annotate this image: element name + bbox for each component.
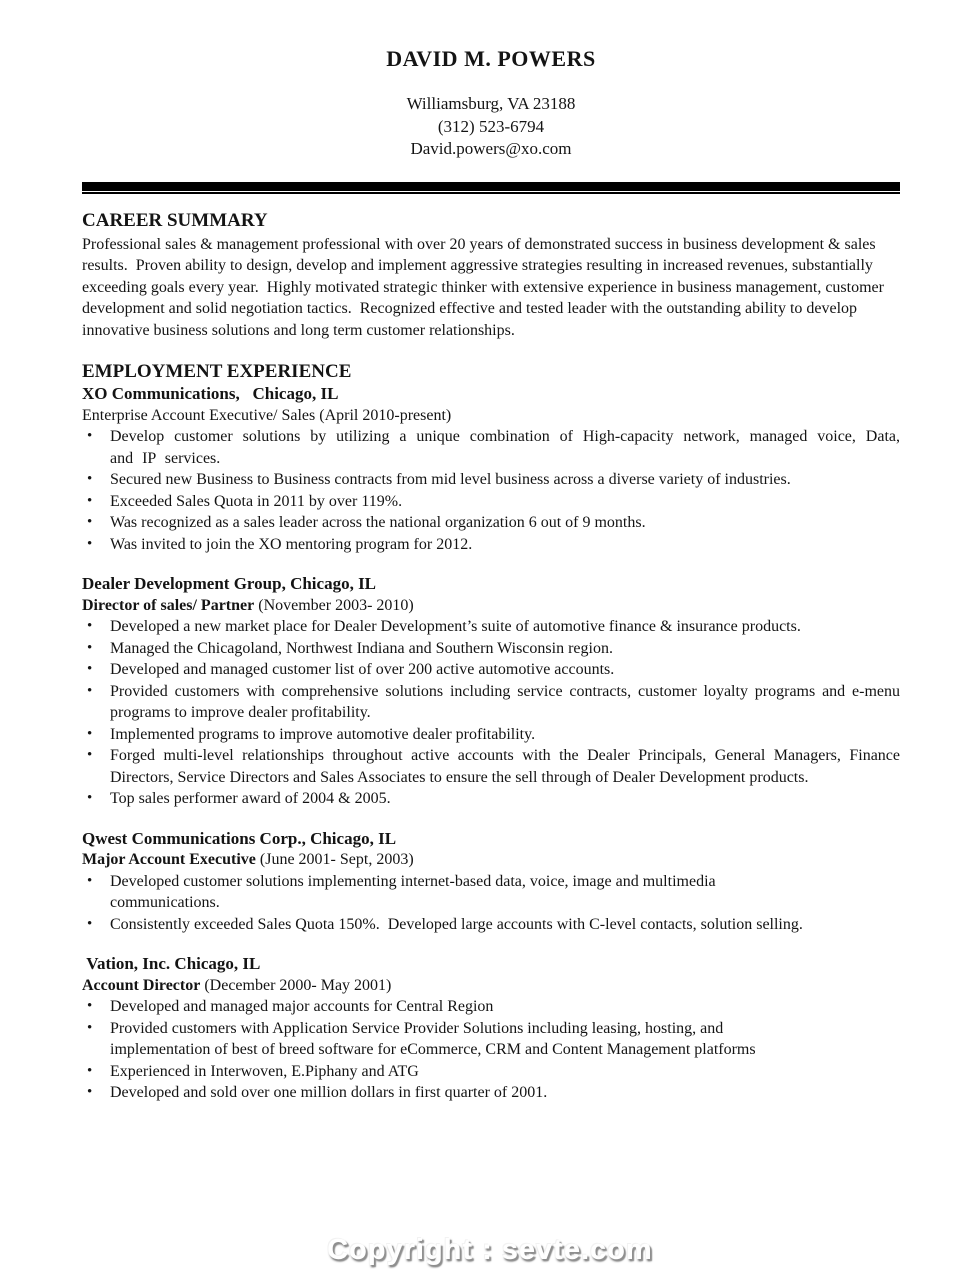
bullet-list xyxy=(82,426,900,555)
bullet-icon: • xyxy=(87,639,93,656)
bullet-item xyxy=(82,724,900,746)
bullet-item xyxy=(82,681,900,724)
bullet-text: Developed a new market place for Dealer Development’s suite of automotive finance & insurance products. xyxy=(110,618,801,635)
employment-heading: EMPLOYMENT EXPERIENCE xyxy=(82,361,352,382)
job-title-line xyxy=(82,405,900,427)
bullet-item xyxy=(82,659,900,681)
job-title-line xyxy=(82,975,900,997)
bullet-item xyxy=(82,871,900,914)
company-name: Dealer Development Group, Chicago, IL xyxy=(82,574,377,593)
career-summary-heading: CAREER SUMMARY xyxy=(82,209,268,231)
job-dates: (November 2003- 2010) xyxy=(254,596,414,614)
company-name: Qwest Communications Corp., Chicago, IL xyxy=(82,828,397,848)
bullet-item xyxy=(82,1061,900,1083)
bullet-icon: • xyxy=(87,1062,93,1079)
bullet-item xyxy=(82,426,900,469)
header-divider xyxy=(82,182,900,191)
company-name: Vation, Inc. Chicago, IL xyxy=(82,954,261,973)
bullet-text: Experienced in Interwoven, E.Piphany and ATG xyxy=(110,1062,419,1080)
bullet-item xyxy=(82,469,900,491)
bullet-icon: • xyxy=(87,492,93,509)
job-title: Major Account Executive xyxy=(82,851,256,868)
bullet-icon: • xyxy=(87,790,93,806)
watermark-text: Copyright : sevte.com xyxy=(327,1233,653,1266)
bullet-item xyxy=(82,491,900,513)
bullet-text: Develop customer solutions by utilizing a unique combination of High-capacity network, managed voice, Data, and IP services. xyxy=(110,428,900,467)
bullet-text: Developed and sold over one million dollars in first quarter of 2001. xyxy=(110,1084,548,1101)
company-name: XO Communications, Chicago, IL xyxy=(82,384,339,403)
bullet-list xyxy=(82,616,900,810)
bullet-list xyxy=(82,871,900,936)
bullet-icon: • xyxy=(87,618,93,634)
bullet-text: Developed customer solutions implementing internet-based data, voice, image and multimedia communications. xyxy=(110,872,720,911)
bullet-icon: • xyxy=(87,747,93,763)
bullet-item xyxy=(82,914,900,936)
bullet-icon: • xyxy=(87,725,93,742)
bullet-icon: • xyxy=(87,661,93,677)
bullet-icon: • xyxy=(87,514,93,530)
bullet-icon: • xyxy=(87,872,93,889)
bullet-icon: • xyxy=(87,1084,93,1100)
bullet-text: Developed and managed customer list of over 200 active automotive accounts. xyxy=(110,661,615,678)
job-title: Account Director xyxy=(82,976,201,994)
phone-line: (312) 523-6794 xyxy=(437,116,545,136)
bullet-icon: • xyxy=(87,998,93,1014)
job-title-line xyxy=(82,849,900,871)
bullet-icon: • xyxy=(87,682,93,699)
bullet-text: Exceeded Sales Quota in 2011 by over 119%. xyxy=(110,492,403,510)
bullet-text: Was recognized as a sales leader across the national organization 6 out of 9 months. xyxy=(110,514,646,531)
job-entry-xo-communications xyxy=(82,383,900,555)
bullet-list xyxy=(82,996,900,1104)
job-title: Enterprise Account Executive/ Sales xyxy=(82,406,316,424)
bullet-icon: • xyxy=(87,428,93,444)
bullet-item xyxy=(82,745,900,788)
job-title-line xyxy=(82,595,900,617)
bullet-icon: • xyxy=(87,915,93,932)
bullet-text: Was invited to join the XO mentoring program for 2012. xyxy=(110,535,473,553)
bullet-text: Implemented programs to improve automotive dealer profitability. xyxy=(110,725,536,743)
person-name: DAVID M. POWERS xyxy=(386,46,596,71)
career-summary-section xyxy=(82,210,900,342)
career-summary-text: Professional sales & management professional with over 20 years of demonstrated success in business development & sales results. Proven ability to design, develop and implement aggressive strategies resulting in increased revenues, substantially exceeding goals every year. Highly motivated strategic thinker with extensive experience in business management, customer development and solid negotiation tactics. Recognized effective and tested leader with the outstanding ability to develop innovative business solutions and long term customer relationships. xyxy=(82,235,888,339)
bullet-item xyxy=(82,616,900,638)
bullet-item xyxy=(82,512,900,534)
bullet-text: Forged multi-level relationships throughout active accounts with the Dealer Principals, General Managers, Finance Directors, Service Directors and Sales Associates to ensure the sell through of Dealer Development products. xyxy=(110,747,900,786)
bullet-text: Provided customers with Application Service Provider Solutions including leasing, hosting, and implementation of best of breed software for eCommerce, CRM and Content Management platforms xyxy=(110,1019,756,1058)
bullet-icon: • xyxy=(87,471,93,487)
bullet-icon: • xyxy=(87,535,93,552)
bullet-text: Consistently exceeded Sales Quota 150%. Developed large accounts with C-level contacts, solution selling. xyxy=(110,915,803,933)
bullet-item xyxy=(82,996,900,1018)
bullet-item xyxy=(82,1018,900,1061)
email-line: David.powers@xo.com xyxy=(410,139,572,158)
job-dates: (April 2010-present) xyxy=(315,406,452,424)
address-line: Williamsburg, VA 23188 xyxy=(406,94,576,113)
job-entry-vation xyxy=(82,953,900,1104)
bullet-icon: • xyxy=(87,1019,93,1036)
job-entry-qwest-communications xyxy=(82,828,900,936)
job-entry-dealer-development xyxy=(82,573,900,810)
bullet-text: Top sales performer award of 2004 & 2005. xyxy=(110,790,391,807)
job-dates: (June 2001- Sept, 2003) xyxy=(255,851,414,868)
bullet-item xyxy=(82,638,900,660)
job-title: Director of sales/ Partner xyxy=(82,596,255,614)
employment-section xyxy=(82,361,900,1104)
contact-block xyxy=(82,93,900,161)
bullet-text: Developed and managed major accounts for Central Region xyxy=(110,998,494,1015)
bullet-text: Provided customers with comprehensive solutions including service contracts, customer loyalty programs and e-menu programs to improve dealer profitability. xyxy=(110,682,900,721)
bullet-item xyxy=(82,534,900,556)
bullet-item xyxy=(82,1082,900,1104)
bullet-item xyxy=(82,788,900,810)
job-dates: (December 2000- May 2001) xyxy=(200,976,392,994)
bullet-text: Secured new Business to Business contracts from mid level business across a diverse variety of industries. xyxy=(110,471,791,488)
bullet-text: Managed the Chicagoland, Northwest Indiana and Southern Wisconsin region. xyxy=(110,639,613,657)
